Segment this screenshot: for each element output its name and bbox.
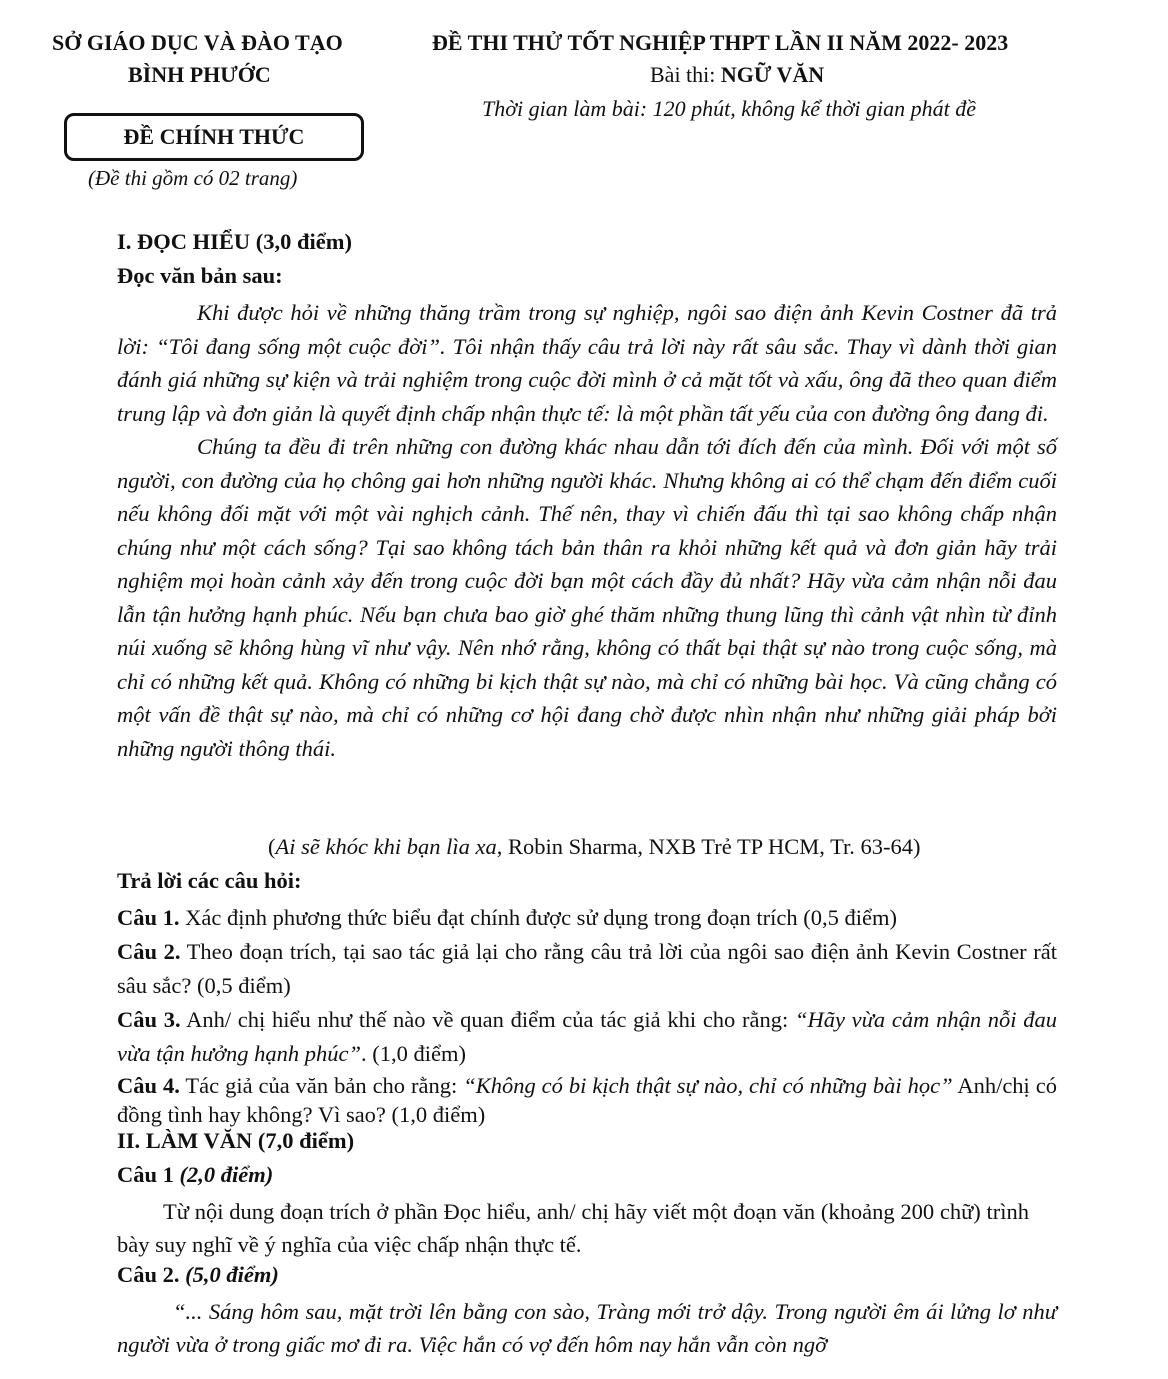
question-3: Câu 3. Anh/ chị hiểu như thế nào về quan điểm của tác giả khi cho rằng: “Hãy vừa cảm nhận nỗi đau vừa tận hưởng hạnh phúc”. (1,0 điểm) <box>117 1007 1058 1066</box>
question-2: Câu 2. Theo đoạn trích, tại sao tác giả lại cho rằng câu trả lời của ngôi sao điện ảnh Kevin Costner rất sâu sắc? (0,5 điểm) <box>117 939 1057 998</box>
subject-line <box>650 62 824 88</box>
writing-question-2-heading: Câu 2. (5,0 điểm) <box>117 1262 279 1287</box>
subject-label: Bài thi: <box>650 62 721 87</box>
official-exam-box: ĐỀ CHÍNH THỨC <box>64 113 364 161</box>
time-note: Thời gian làm bài: 120 phút, không kể thời gian phát đề <box>482 96 977 121</box>
department-name: SỞ GIÁO DỤC VÀ ĐÀO TẠO <box>52 30 343 55</box>
exam-title: ĐỀ THI THỬ TỐT NGHIỆP THPT LẦN II NĂM 2022- 2023 <box>432 30 1009 55</box>
province-name: BÌNH PHƯỚC <box>128 62 271 87</box>
answer-instruction: Trả lời các câu hỏi: <box>117 868 302 893</box>
passage-paragraph-2: Chúng ta đều đi trên những con đường khác nhau dẫn tới đích đến của mình. Đối với một số người, con đường của họ chông gai hơn những người khác. Nhưng không ai có thể chạm đến điểm cuối nếu không đối mặt với một vài nghịch cảnh. Thế nên, thay vì chiến đấu thì tại sao không chấp nhận chúng như một cách sống? Tại sao không tách bản thân ra khỏi những kết quả và đơn giản hãy trải nghiệm mọi hoàn cảnh xảy đến trong cuộc đời bạn một cách đầy đủ nhất? Hãy vừa cảm nhận nỗi đau lẫn tận hưởng hạnh phúc. Nếu bạn chưa bao giờ ghé thăm những thung lũng thì cảnh vật nhìn từ đỉnh núi xuống sẽ không hùng vĩ như vậy. Nên nhớ rằng, không có thất bại thật sự nào trong cuộc sống, mà chỉ có những kết quả. Không có những bi kịch thật sự nào, mà chỉ có những bài học. Và cũng chẳng có một vấn đề thật sự nào, mà chỉ có những cơ hội đang chờ được nhìn nhận như những giải pháp bởi những người thông thái. <box>117 434 1057 761</box>
source-citation: (Ai sẽ khóc khi bạn lìa xa, Robin Sharma, NXB Trẻ TP HCM, Tr. 63-64) <box>268 834 921 859</box>
page-count-note: (Đề thi gồm có 02 trang) <box>88 166 298 190</box>
question-1: Câu 1. Xác định phương thức biểu đạt chính được sử dụng trong đoạn trích (0,5 điểm) <box>117 905 897 930</box>
source-book-title: Ai sẽ khóc khi bạn lìa xa <box>275 834 497 859</box>
question-list <box>117 901 1057 1129</box>
writing-question-1-text: Từ nội dung đoạn trích ở phần Đọc hiểu, anh/ chị hãy viết một đoạn văn (khoảng 200 chữ) trình bày suy nghĩ về ý nghĩa của việc chấp nhận thực tế. <box>117 1199 1029 1257</box>
writing-question-1-heading: Câu 1 (2,0 điểm) <box>117 1162 274 1187</box>
subject-name: NGỮ VĂN <box>720 62 825 87</box>
passage-paragraph-1: Khi được hỏi về những thăng trầm trong sự nghiệp, ngôi sao điện ảnh Kevin Costner đã trả lời: “Tôi đang sống một cuộc đời”. Tôi nhận thấy câu trả lời này rất sâu sắc. Thay vì dành thời gian đánh giá những sự kiện và trải nghiệm trong cuộc đời mình ở cả mặt tốt và xấu, ông đã theo quan điểm trung lập và đơn giản là quyết định chấp nhận thực tế: là một phần tất yếu của con đường ông đang đi. <box>117 300 1057 426</box>
writing-question-2-excerpt: “... Sáng hôm sau, mặt trời lên bằng con sào, Tràng mới trở dậy. Trong người êm ái lửng lơ như người vừa ở trong giấc mơ đi ra. Việc hắn có vợ đến hôm nay hắn vẫn còn ngỡ <box>117 1299 1057 1357</box>
section-writing-title: II. LÀM VĂN (7,0 điểm) <box>117 1128 355 1153</box>
section-reading-title: I. ĐỌC HIỂU (3,0 điểm) <box>117 229 352 254</box>
reading-passage <box>117 296 1057 765</box>
read-instruction: Đọc văn bản sau: <box>117 263 283 288</box>
question-4: Câu 4. Tác giả của văn bản cho rằng: “Không có bi kịch thật sự nào, chỉ có những bài học” Anh/chị có đồng tình hay không? Vì sao? (1,0 điểm) <box>117 1073 1058 1127</box>
